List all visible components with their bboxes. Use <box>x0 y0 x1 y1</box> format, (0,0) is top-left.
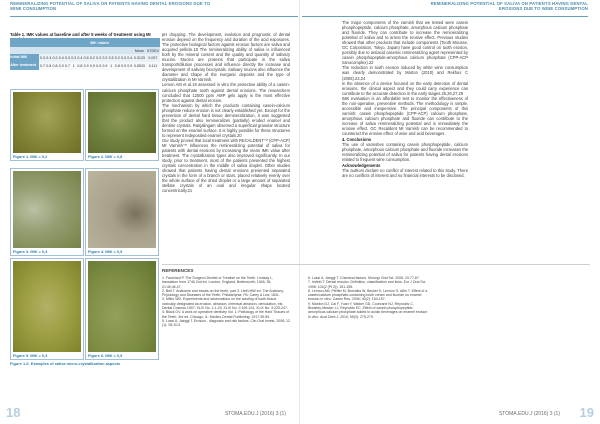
micrograph-image <box>13 171 81 248</box>
page-number: 18 <box>6 405 21 420</box>
figure-caption: Figure 6. IMK = 0,9 <box>88 353 123 358</box>
table-row <box>10 62 160 70</box>
table-cell: 0.9 <box>127 64 133 68</box>
figure-4 <box>85 168 159 256</box>
paragraph: The use of varnishes containing casein phosphopeptide, calcium phosphate, amorphous calcium phosphate and fluoride increases the remineralizing potential of saliva for patients having dental erosions related to frequent wine consumption. <box>342 142 468 163</box>
paragraph: The major components of the varnish that we tested were casein phosphopeptide, calcium phosphate, amorphous calcium phosphate and fluoride. They can contribute to increase the remineralizing potential of saliva and to arrest the erosive effect. Previous studies showed that other products that include components (Tooth Mousse, GC Corporation, Tokyo, Japan) have good control on tooth erosion, possibly due to antiacid caseinic remineralizing agent represented by casein phosphopeptide-amorphous calcium phosphate (CPP-ACP nanocomplex).22 <box>342 20 468 66</box>
table-cell: 0.3 <box>40 56 46 60</box>
figure-caption: Figure 2. IMK = 0,8 <box>88 154 123 159</box>
row-label: Initial IMK <box>10 54 39 62</box>
table-cell: 0.8 <box>52 64 58 68</box>
paragraph: In the absence of a device focused on the early detection of dental erosions, the clinical aspect and they could carry experience can contribute to the accurate detection in the early stages.25,26,27,28 <box>342 80 468 96</box>
figure-caption: Figure 1. IMK = 0,2 <box>13 154 48 159</box>
table-cell: 0.9 <box>102 64 108 68</box>
table-cell: 0.8 <box>77 64 83 68</box>
table-cell: 0.9 <box>121 64 127 68</box>
table-cell: 0.8 <box>114 64 120 68</box>
table-cell: 0.9 <box>58 64 64 68</box>
reference-item: 6. Lussi A, Jaeggi T. Chemical factors. Monogr Oral Sci. 2006; 20:77-87. <box>308 276 420 280</box>
reference-item: 3. Miller WD. Experiments and observations on the wasting of tooth tissue variously designated as erosion, abrasion, chemical abrasion, denudation, etc. Dental Cosmos 1907; XLIX No. 1:1-23, XLIX No. 2:109-124, XLIX No. 3:225-247. <box>162 297 288 311</box>
references-column-1 <box>162 276 290 328</box>
reference-item: 5. Lussi A, Jaeggi T. Erosion - diagnosis and risk factors. Clin Oral Invest, 2008; 12 (1): S5-S13. <box>162 318 290 328</box>
paragraph: Lemon AM et al.19 assessed in vitro the protective ability of a casein-calcium phosphate tooth against dental erosions. The researchers concluded that 12500 ppm AMP gels apply is the most effective protection against dental erosion. <box>162 82 290 103</box>
figures-caption: Figure 1-6. Examples of saliva micro-crystallization aspects <box>10 361 121 366</box>
table-cell: 0.9 <box>89 64 95 68</box>
table-cell: 0.3 <box>71 56 77 60</box>
paragraph: Our study proved that local treatment with RECALDENT™ (CPP-ACP) MI Varnish™ influences the remineralizing potential of saliva for patients with dental erosions by increasing the mean IMK value after treatment. The crystallization types also improved significantly. In our study, prior to treatment, most of the patients presented the highest crystals concentration in the middle of saliva droplet. Other studies showed that patients having dental erosions presented separated crystals in the form of a branch or stars, placed relatively evenly over the whole surface of the dried droplet or a large amount of separated stellate crystals of an oval and irregular shape located concentrically.21 <box>162 137 290 194</box>
paragraph: pH dropping. The development, evolution and prognostic of dental erosion depend on the frequency and duration of the acid exposures. The protective biological factors against erosion factors are saliva and acquired pellicle.18 The remineralizing ability of saliva is influenced both by the mineral content and the quality and quantity of salivary mucins. Mucins are proteins that participate in the saliva transport/dilution processes and influence directly the increase and development of salivary biocrystals. Salivary mucins also influence the diameter and shape of the inorganic deposits and the type of crystallization in MI Varnish. <box>162 32 290 83</box>
table-cell: 0.2 <box>89 56 95 60</box>
table-cell: 0.7 <box>64 64 70 68</box>
table-cell: 0.4 <box>58 56 64 60</box>
reference-item: 1. Fauchard P. The Surgeon Dentist or Treatise on the Teeth. Lindsay L, translation from 1746 2nd ed. London, England: Butterworth; 1946; 35, 21:45,46,47. <box>162 276 274 289</box>
right-page <box>300 0 600 424</box>
table-cell: 0.7 <box>40 64 46 68</box>
header-rule <box>302 16 588 17</box>
row-label: After treatment <box>10 62 39 70</box>
table-cell: 0.9 <box>83 64 89 68</box>
reference-item: 7. Imfeld T. Dental erosion. Definition, classification and links. Eur J Oral Sci. 1996; 104(2 (Pt 2)): 151-155. <box>308 280 427 289</box>
table-cell: 0.5 <box>83 56 89 60</box>
section-heading: 4. Conclusions <box>342 137 372 143</box>
micrograph-image <box>88 171 156 248</box>
table-cell: 0.4 <box>77 56 83 60</box>
paragraph: The reduction in tooth erosion induced by white wine consumption was clearly demonstrated by Marton (2010) and Rekhus C (2008).23,24 <box>342 65 468 81</box>
figure-caption: Figure 5. IMK = 0,3 <box>13 353 48 358</box>
reference-item: 9. Manton DJ, Cai F, Yuan Y, Walker GD, Cochrane NJ, Reynolds C, Brearley-Messer LJ, Reynolds EC. Effect of casein phosphopeptide-amorphous calcium phosphate added to acidic beverages on enamel erosion in vitro. Aust Dent J. 2010; 55(3): 275-279. <box>308 301 428 319</box>
running-head: REMINERALIZING POTENTIAL OF SALIVA ON PATIENTS HAVING DENTAL EROSIONS DUE TO WINE CONSUMPTION <box>430 1 588 12</box>
table-caption: Table 1. IMK values at baseline and after 5 weeks of treatment using MI <box>10 32 151 37</box>
figure-caption: Figure 4. IMK = 0,9 <box>88 249 123 254</box>
micrograph-image <box>88 92 156 153</box>
table-cell: 0.3 <box>121 56 127 60</box>
table-cell: 0.4 <box>46 56 52 60</box>
table-cell: 0.2 <box>114 56 120 60</box>
table-header-mean: Mean <box>134 48 144 53</box>
micrograph-image <box>88 261 156 352</box>
reference-item: 4. Black GV. A work on operative dentistry Vol. 1: Pathology of the Hard Tissues of the Teeth. 3rd ed. Chicago, IL: Medico-Dental Publishing; 1917:39-59. <box>162 310 290 319</box>
table-cell: 0.8 <box>46 64 52 68</box>
micrograph-image <box>13 92 81 153</box>
table-cell: 0.2 <box>102 56 108 60</box>
table-cell: 0.9 <box>96 64 102 68</box>
table-cell-stdev: 0.097 <box>146 54 160 62</box>
paragraph: IMK evaluation is an affordable test to monitor the effectiveness of the non-operative, preventive methods. The methodology is simple, accessible and inexpensive. The principal components of this varnish: casein phosphopeptide (CPP-ACP) calcium phosphate, amorphous calcium phosphate and fluoride can contribute to the increase of saliva remineralizing potential and is immediately the erosive effect. GC Recaldent MI Varnish can be recommended to counteract the erosive effect of wine and acid beverages. <box>342 95 468 137</box>
references-heading: REFERENCES <box>162 268 194 273</box>
micrograph-image <box>13 261 81 352</box>
table-group-header: IMK values <box>39 38 160 47</box>
table-cell-stdev: 0.111 <box>146 62 160 70</box>
figure-caption: Figure 3. IMK = 0,4 <box>13 249 48 254</box>
reference-item: 8. Lennon AM, Pfeffer M, Buchalla W, Becker K, Lennon S, Attin T. Effect of a casein/calcium phosphate-containing tooth cream and fluoride on enamel erosion in vitro. Caries Res. 2006; 40(2): 154-157. <box>308 288 428 302</box>
table-cell: 0.4 <box>127 56 133 60</box>
figure-2 <box>85 89 159 161</box>
table-cell-mean: 0.3133 <box>133 56 145 60</box>
table-cell-mean: 0.8533 <box>133 64 145 68</box>
references-column-2 <box>308 276 428 319</box>
table-cell: 1 <box>71 62 77 70</box>
imk-table <box>10 38 160 70</box>
page-number: 19 <box>579 405 594 420</box>
running-head: REMINERALIZING POTENTIAL OF SALIVA ON PATIENTS HAVING DENTAL EROSIONS DUE TO WINE CONSUMPTION <box>10 1 211 12</box>
figure-5 <box>10 258 84 360</box>
figure-1 <box>10 89 84 161</box>
table-cell: 0.3 <box>64 56 70 60</box>
paragraph: The mechanism by which the products containing casein-calcium phosphate reduce erosion is not clearly established yet. Except for the prevention of dental hard tissue demineralization, it was suggested that the product also remineralizes (partially) eroded enamel and dentine crystals. Ranjalingam observed a superficial granular structure formed on the enamel surface. It is highly possible for these structures to represent redeposited enamel crystals.20 <box>162 102 290 138</box>
journal-citation: STOMA.EDU.J (2016) 3 (1) <box>224 411 286 417</box>
figure-6 <box>85 258 159 360</box>
header-rule <box>10 16 298 17</box>
table-cell: 1 <box>108 62 114 70</box>
table-cell: 0.3 <box>96 56 102 60</box>
section-heading: Acknowledgements <box>342 163 381 169</box>
table-row <box>10 54 160 62</box>
table-header-stdev: STDEV <box>146 48 159 53</box>
body-column <box>342 20 468 178</box>
body-column <box>162 32 290 194</box>
table-cell: 0.2 <box>52 56 58 60</box>
figure-3 <box>10 168 84 256</box>
table-cell: 0.5 <box>108 56 114 60</box>
reference-item: 2. Bell T. Anatomie and essais on the teeth, part 3. Lieth MW ed. The Anatomy, Physiology and Diseases of the Teeth. Philadelphia, PA: Carey & Lea; 1831. <box>162 288 284 298</box>
paragraph: The authors declare no conflict of interest related to this study. There are no conflicts of interest and no financial interests to be disclosed. <box>342 168 468 179</box>
journal-citation: STOMA.EDU.J (2016) 3 (1) <box>498 411 560 417</box>
